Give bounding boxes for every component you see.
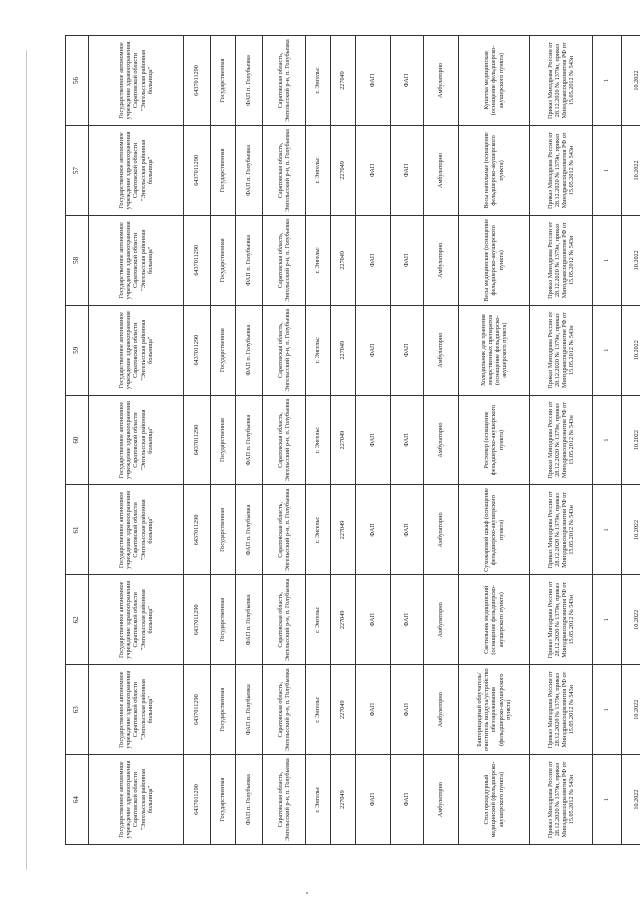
table-cell-qty: 1 xyxy=(593,36,622,126)
table-cell-order: Приказ Минздрава России от 28.12.2020 № 1379н, приказ Минздравсоцразвития РФ от 15.05.2012 № 543н xyxy=(530,395,593,485)
table-cell-date: 10.2022 xyxy=(622,575,640,665)
table-cell-zip: 227049 xyxy=(331,215,356,305)
table-cell-name: ФАП п. Голубьевка xyxy=(236,215,263,305)
table-cell-addr: Саратовская область, Энгельсский р-н, п. Голубьевка xyxy=(263,665,306,755)
table-cell-date: 10.2022 xyxy=(622,665,640,755)
table-cell-type2: ФАП xyxy=(391,665,424,755)
table-cell-qty: 1 xyxy=(593,755,622,845)
table-cell-town: г. Энгельс xyxy=(306,485,331,575)
column-number-cell: 63 xyxy=(66,665,89,755)
table-cell-zip: 227049 xyxy=(331,305,356,395)
table-cell-type2: ФАП xyxy=(391,485,424,575)
column-number-cell: 60 xyxy=(66,395,89,485)
table-cell-own: Государственная xyxy=(211,665,236,755)
table-cell-inn: 6437011290 xyxy=(184,395,211,485)
table-cell-type2: ФАП xyxy=(391,126,424,216)
table-cell-type1: ФАП xyxy=(356,305,391,395)
table-cell-order: Приказ Минздрава России от 28.12.2020 № 1379н, приказ Минздравсоцразвития РФ от 15.05.2012 № 543н xyxy=(530,755,593,845)
table-row-town xyxy=(306,36,331,845)
table-cell-inn: 6437011290 xyxy=(184,215,211,305)
table-cell-type2: ФАП xyxy=(391,215,424,305)
table-cell-org: Государственное автономное учреждение здравоохранения Саратовской области "Энгельсская районная больница" xyxy=(89,575,184,665)
table-cell-type1: ФАП xyxy=(356,665,391,755)
table-row-order xyxy=(530,36,593,845)
table-cell-zip: 227049 xyxy=(331,665,356,755)
table-cell-qty: 1 xyxy=(593,485,622,575)
table-cell-order: Приказ Минздрава России от 28.12.2020 № 1379н, приказ Минздравсоцразвития РФ от 15.05.2012 № 543н xyxy=(530,485,593,575)
table-cell-name: ФАП п. Голубьевка xyxy=(236,665,263,755)
table-cell-name: ФАП п. Голубьевка xyxy=(236,755,263,845)
table-cell-equip: Весы напольные (оснащение фельдшерско-акушерского пункта) xyxy=(459,126,530,216)
column-number-cell: 62 xyxy=(66,575,89,665)
column-number-cell: 56 xyxy=(66,36,89,126)
table-cell-inn: 6437011290 xyxy=(184,485,211,575)
scan-edge-line xyxy=(26,50,27,870)
table-cell-name: ФАП п. Голубьевка xyxy=(236,36,263,126)
table-cell-inn: 6437011290 xyxy=(184,575,211,665)
table-cell-type2: ФАП xyxy=(391,575,424,665)
table-cell-own: Государственная xyxy=(211,755,236,845)
table-cell-qty: 1 xyxy=(593,395,622,485)
table-cell-order: Приказ Минздрава России от 28.12.2020 № 1379н, приказ Минздравсоцразвития РФ от 15.05.2012 № 543н xyxy=(530,305,593,395)
table-cell-town: г. Энгельс xyxy=(306,665,331,755)
table-cell-type2: ФАП xyxy=(391,305,424,395)
table-row-inn xyxy=(184,36,211,845)
table-cell-addr: Саратовская область, Энгельсский р-н, п. Голубьевка xyxy=(263,215,306,305)
column-number-cell: 58 xyxy=(66,215,89,305)
table-cell-org: Государственное автономное учреждение здравоохранения Саратовской области "Энгельсская районная больница" xyxy=(89,305,184,395)
table-cell-town: г. Энгельс xyxy=(306,755,331,845)
table-cell-org: Государственное автономное учреждение здравоохранения Саратовской области "Энгельсская районная больница" xyxy=(89,126,184,216)
table-cell-addr: Саратовская область, Энгельсский р-н, п. Голубьевка xyxy=(263,395,306,485)
table-cell-name: ФАП п. Голубьевка xyxy=(236,305,263,395)
table-cell-own: Государственная xyxy=(211,305,236,395)
table-cell-inn: 6437011290 xyxy=(184,126,211,216)
table-cell-org: Государственное автономное учреждение здравоохранения Саратовской области "Энгельсская районная больница" xyxy=(89,665,184,755)
table-row-org xyxy=(89,36,184,845)
column-number-cell: 59 xyxy=(66,305,89,395)
table-cell-date: 10.2022 xyxy=(622,755,640,845)
table-cell-date: 10.2022 xyxy=(622,485,640,575)
table-row-equip xyxy=(459,36,530,845)
table-cell-org: Государственное автономное учреждение здравоохранения Саратовской области "Энгельсская районная больница" xyxy=(89,755,184,845)
table-cell-equip: Кушетка медицинская (оснащение фельдшерско-акушерского пункта) xyxy=(459,36,530,126)
table-cell-inn: 6437011290 xyxy=(184,755,211,845)
table-cell-type1: ФАП xyxy=(356,126,391,216)
table-cell-town: г. Энгельс xyxy=(306,215,331,305)
table-row-type1 xyxy=(356,36,391,845)
table-cell-zip: 227049 xyxy=(331,395,356,485)
table-cell-own: Государственная xyxy=(211,395,236,485)
table-cell-care: Амбулаторно xyxy=(424,665,459,755)
table-row-name xyxy=(236,36,263,845)
table-cell-care: Амбулаторно xyxy=(424,305,459,395)
table-cell-care: Амбулаторно xyxy=(424,575,459,665)
table-cell-org: Государственное автономное учреждение здравоохранения Саратовской области "Энгельсская районная больница" xyxy=(89,215,184,305)
table-cell-own: Государственная xyxy=(211,215,236,305)
table-row-addr xyxy=(263,36,306,845)
table-cell-qty: 1 xyxy=(593,126,622,216)
table-cell-own: Государственная xyxy=(211,575,236,665)
table-cell-equip: Бактерицидный облучатель/очиститель воздуха/устройство обеззараживания (фельдшерско-акушерского пункта) xyxy=(459,665,530,755)
table-cell-zip: 227049 xyxy=(331,36,356,126)
table-cell-date: 10.2022 xyxy=(622,126,640,216)
table-cell-inn: 6437011290 xyxy=(184,305,211,395)
table-cell-type2: ФАП xyxy=(391,755,424,845)
column-number-cell: 61 xyxy=(66,485,89,575)
table-cell-qty: 1 xyxy=(593,575,622,665)
table-cell-order: Приказ Минздрава России от 28.12.2020 № 1379н, приказ Минздравсоцразвития РФ от 15.05.2012 № 543н xyxy=(530,36,593,126)
table-cell-addr: Саратовская область, Энгельсский р-н, п. Голубьевка xyxy=(263,575,306,665)
table-cell-addr: Саратовская область, Энгельсский р-н, п. Голубьевка xyxy=(263,126,306,216)
table-cell-type1: ФАП xyxy=(356,215,391,305)
table-cell-equip: Холодильник для хранения лекарственных препаратов (оснащение фельдшерско-акушерского пункта) xyxy=(459,305,530,395)
table-cell-date: 10.2022 xyxy=(622,36,640,126)
table-cell-name: ФАП п. Голубьевка xyxy=(236,485,263,575)
table-cell-addr: Саратовская область, Энгельсский р-н, п. Голубьевка xyxy=(263,36,306,126)
table-cell-care: Амбулаторно xyxy=(424,395,459,485)
table-cell-own: Государственная xyxy=(211,126,236,216)
table-row-care xyxy=(424,36,459,845)
table-cell-type2: ФАП xyxy=(391,36,424,126)
equipment-table xyxy=(65,35,640,845)
table-cell-org: Государственное автономное учреждение здравоохранения Саратовской области "Энгельсская районная больница" xyxy=(89,485,184,575)
table-cell-care: Амбулаторно xyxy=(424,215,459,305)
table-cell-care: Амбулаторно xyxy=(424,485,459,575)
table-cell-town: г. Энгельс xyxy=(306,395,331,485)
table-cell-qty: 1 xyxy=(593,305,622,395)
table-cell-addr: Саратовская область, Энгельсский р-н, п. Голубьевка xyxy=(263,485,306,575)
table-cell-own: Государственная xyxy=(211,36,236,126)
table-cell-care: Амбулаторно xyxy=(424,755,459,845)
table-cell-date: 10.2022 xyxy=(622,215,640,305)
table-cell-qty: 1 xyxy=(593,215,622,305)
table-cell-town: г. Энгельс xyxy=(306,36,331,126)
table-cell-equip: Сухожаровой шкаф (оснащение фельдшерско-акушерского пункта) xyxy=(459,485,530,575)
table-cell-order: Приказ Минздрава России от 28.12.2020 № 1379н, приказ Минздравсоцразвития РФ от 15.05.2012 № 543н xyxy=(530,126,593,216)
table-cell-order: Приказ Минздрава России от 28.12.2020 № 1379н, приказ Минздравсоцразвития РФ от 15.05.2012 № 543н xyxy=(530,575,593,665)
table-cell-zip: 227049 xyxy=(331,755,356,845)
table-cell-type1: ФАП xyxy=(356,395,391,485)
table-cell-type1: ФАП xyxy=(356,36,391,126)
header-row xyxy=(66,36,89,845)
table-cell-type2: ФАП xyxy=(391,395,424,485)
table-cell-org: Государственное автономное учреждение здравоохранения Саратовской области "Энгельсская районная больница" xyxy=(89,36,184,126)
table-cell-town: г. Энгельс xyxy=(306,305,331,395)
table-row-date xyxy=(622,36,640,845)
table-cell-town: г. Энгельс xyxy=(306,126,331,216)
scan-dot xyxy=(306,892,308,894)
table-cell-own: Государственная xyxy=(211,485,236,575)
table-cell-type1: ФАП xyxy=(356,485,391,575)
column-number-cell: 57 xyxy=(66,126,89,216)
table-cell-town: г. Энгельс xyxy=(306,575,331,665)
table-cell-order: Приказ Минздрава России от 28.12.2020 № 1379н, приказ Минздравсоцразвития РФ от 15.05.2012 № 543н xyxy=(530,215,593,305)
table-cell-name: ФАП п. Голубьевка xyxy=(236,126,263,216)
table-row-own xyxy=(211,36,236,845)
table-cell-date: 10.2022 xyxy=(622,305,640,395)
table-cell-equip: Светильник медицинский (оснащение фельдшерско-акушерского пункта) xyxy=(459,575,530,665)
table-cell-care: Амбулаторно xyxy=(424,126,459,216)
table-cell-addr: Саратовская область, Энгельсский р-н, п. Голубьевка xyxy=(263,755,306,845)
table-cell-org: Государственное автономное учреждение здравоохранения Саратовской области "Энгельсская районная больница" xyxy=(89,395,184,485)
table-row-type2 xyxy=(391,36,424,845)
table-cell-inn: 6437011290 xyxy=(184,665,211,755)
column-number-cell: 64 xyxy=(66,755,89,845)
table-cell-addr: Саратовская область, Энгельсский р-н, п. Голубьевка xyxy=(263,305,306,395)
table-cell-equip: Ростомер (оснащение фельдшерско-акушерского пункта) xyxy=(459,395,530,485)
table-cell-type1: ФАП xyxy=(356,575,391,665)
table-cell-zip: 227049 xyxy=(331,485,356,575)
table-row-qty xyxy=(593,36,622,845)
table-cell-inn: 6437011290 xyxy=(184,36,211,126)
table-cell-order: Приказ Минздрава России от 28.12.2020 № 1379н, приказ Минздравсоцразвития РФ от 15.05.2012 № 543н xyxy=(530,665,593,755)
table-cell-qty: 1 xyxy=(593,665,622,755)
table-cell-zip: 227049 xyxy=(331,575,356,665)
table-cell-care: Амбулаторно xyxy=(424,36,459,126)
table-cell-equip: Весы медицинские (оснащение фельдшерско-акушерского пункта) xyxy=(459,215,530,305)
table-cell-equip: Стол процедурный медицинский (фельдшерско-акушерского пункта) xyxy=(459,755,530,845)
table-cell-zip: 227049 xyxy=(331,126,356,216)
table-cell-type1: ФАП xyxy=(356,755,391,845)
rotated-table-wrapper xyxy=(65,35,640,845)
table-row-zip xyxy=(331,36,356,845)
table-cell-date: 10.2022 xyxy=(622,395,640,485)
table-cell-name: ФАП п. Голубьевка xyxy=(236,575,263,665)
table-cell-name: ФАП п. Голубьевка xyxy=(236,395,263,485)
